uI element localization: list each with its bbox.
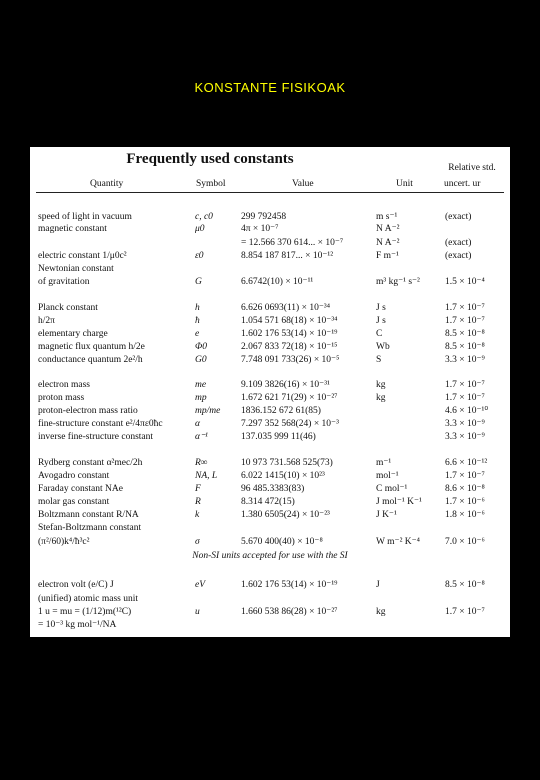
cell-unit: kg (376, 380, 386, 390)
table-row (30, 354, 510, 366)
cell-quantity: molar gas constant (38, 497, 110, 507)
cell-quantity: 1 u = mu = (1/12)m(¹²C) (38, 607, 132, 617)
cell-value: = 12.566 370 614... × 10⁻⁷ (241, 238, 344, 248)
table-row (30, 509, 510, 521)
cell-value: 7.748 091 733(26) × 10⁻⁵ (241, 355, 340, 365)
table-row (30, 392, 510, 404)
cell-value: 137.035 999 11(46) (241, 432, 316, 442)
header-symbol: Symbol (196, 179, 226, 189)
cell-value: 7.297 352 568(24) × 10⁻³ (241, 419, 339, 429)
cell-symbol: me (195, 380, 207, 390)
cell-relative: 1.7 × 10⁻⁷ (445, 316, 485, 326)
cell-symbol: G0 (195, 355, 207, 365)
non-si-row (30, 606, 510, 618)
table-row (30, 302, 510, 314)
cell-unit: J mol⁻¹ K⁻¹ (376, 497, 422, 507)
cell-symbol: mp (195, 393, 207, 403)
header-relative-line2: uncert. ur (444, 179, 481, 189)
cell-quantity: Rydberg constant α²mec/2h (38, 458, 143, 468)
cell-symbol: h (195, 303, 200, 313)
cell-quantity: elementary charge (38, 329, 108, 339)
cell-relative: 8.6 × 10⁻⁸ (445, 484, 485, 494)
cell-quantity: Faraday constant NAe (38, 484, 123, 494)
cell-symbol: R∞ (195, 458, 208, 468)
cell-symbol: ħ (195, 316, 200, 326)
cell-symbol: σ (195, 537, 200, 547)
cell-unit: m s⁻¹ (376, 212, 398, 222)
cell-value: 1836.152 672 61(85) (241, 406, 321, 416)
cell-quantity: proton-electron mass ratio (38, 406, 138, 416)
cell-unit: m³ kg⁻¹ s⁻² (376, 277, 420, 287)
table-row (30, 379, 510, 391)
table-row (30, 276, 510, 288)
cell-value: 6.6742(10) × 10⁻¹¹ (241, 277, 314, 287)
table-row (30, 328, 510, 340)
cell-unit: m⁻¹ (376, 458, 392, 468)
table-row (30, 223, 510, 235)
cell-unit: kg (376, 607, 386, 617)
cell-unit: C mol⁻¹ (376, 484, 408, 494)
cell-relative: 8.5 × 10⁻⁸ (445, 329, 485, 339)
cell-unit: W m⁻² K⁻⁴ (376, 537, 420, 547)
cell-quantity: (unified) atomic mass unit (38, 594, 138, 604)
table-row (30, 405, 510, 417)
table-row (30, 250, 510, 262)
cell-relative: 1.7 × 10⁻⁷ (445, 393, 485, 403)
cell-quantity: of gravitation (38, 277, 90, 287)
cell-unit: mol⁻¹ (376, 471, 399, 481)
cell-unit: N A⁻² (376, 238, 400, 248)
cell-relative: 8.5 × 10⁻⁸ (445, 342, 485, 352)
table-row (30, 496, 510, 508)
cell-unit: C (376, 329, 383, 339)
cell-symbol: c, c0 (195, 212, 213, 222)
cell-symbol: mp/me (195, 406, 221, 416)
cell-quantity: proton mass (38, 393, 85, 403)
cell-value: 8.854 187 817... × 10⁻¹² (241, 251, 334, 261)
cell-relative: 6.6 × 10⁻¹² (445, 458, 488, 468)
table-row (30, 522, 510, 534)
cell-relative: 1.7 × 10⁻⁶ (445, 497, 485, 507)
cell-quantity: Boltzmann constant R/NA (38, 510, 139, 520)
cell-relative: (exact) (445, 212, 472, 222)
table-title: Frequently used constants (126, 151, 294, 167)
cell-symbol: ε0 (195, 251, 204, 261)
table-row (30, 418, 510, 430)
cell-relative: (exact) (445, 251, 472, 261)
cell-quantity: = 10⁻³ kg mol⁻¹/NA (38, 620, 117, 630)
cell-relative: 3.3 × 10⁻⁹ (445, 355, 485, 365)
cell-value: 1.054 571 68(18) × 10⁻³⁴ (241, 316, 338, 326)
non-si-row (30, 579, 510, 591)
cell-quantity: Newtonian constant (38, 264, 114, 274)
cell-quantity: magnetic constant (38, 224, 107, 234)
cell-symbol: eV (195, 580, 206, 590)
cell-symbol: k (195, 510, 200, 520)
cell-symbol: Φ0 (195, 342, 207, 352)
cell-value: 1.602 176 53(14) × 10⁻¹⁹ (241, 580, 338, 590)
cell-symbol: F (195, 484, 201, 494)
cell-relative: 7.0 × 10⁻⁶ (445, 537, 485, 547)
table-row (30, 483, 510, 495)
header-unit: Unit (396, 179, 413, 189)
cell-unit: J s (376, 316, 386, 326)
cell-unit: kg (376, 393, 386, 403)
table-row (30, 457, 510, 469)
cell-quantity: conductance quantum 2e²/h (38, 355, 143, 365)
cell-value: 299 792458 (241, 212, 287, 222)
header-rule (36, 192, 504, 193)
cell-value: 9.109 3826(16) × 10⁻³¹ (241, 380, 330, 390)
cell-symbol: α⁻¹ (195, 432, 208, 442)
cell-unit: J (376, 580, 380, 590)
cell-relative: (exact) (445, 238, 472, 248)
cell-value: 10 973 731.568 525(73) (241, 458, 333, 468)
non-si-heading: Non-SI units accepted for use with the SI (192, 551, 348, 561)
cell-value: 4π × 10⁻⁷ (241, 224, 279, 234)
cell-relative: 1.7 × 10⁻⁷ (445, 471, 485, 481)
cell-symbol: α (195, 419, 200, 429)
cell-quantity: speed of light in vacuum (38, 212, 132, 222)
cell-unit: J s (376, 303, 386, 313)
table-row (30, 315, 510, 327)
slide-title: KONSTANTE FISIKOAK (194, 80, 346, 95)
cell-unit: F m⁻¹ (376, 251, 399, 261)
cell-relative: 1.7 × 10⁻⁷ (445, 607, 485, 617)
table-row (30, 263, 510, 275)
cell-value: 1.672 621 71(29) × 10⁻²⁷ (241, 393, 338, 403)
cell-value: 6.022 1415(10) × 10²³ (241, 471, 325, 481)
cell-relative: 3.3 × 10⁻⁹ (445, 432, 485, 442)
cell-value: 96 485.3383(83) (241, 484, 305, 494)
cell-relative: 4.6 × 10⁻¹⁰ (445, 406, 489, 416)
header-value: Value (292, 179, 314, 189)
table-row (30, 431, 510, 443)
cell-symbol: u (195, 607, 200, 617)
cell-relative: 1.7 × 10⁻⁷ (445, 303, 485, 313)
constants-table-sheet (30, 147, 510, 637)
cell-relative: 1.8 × 10⁻⁶ (445, 510, 485, 520)
cell-value: 8.314 472(15) (241, 497, 295, 507)
cell-value: 1.380 6505(24) × 10⁻²³ (241, 510, 330, 520)
cell-quantity: Avogadro constant (38, 471, 110, 481)
cell-quantity: electric constant 1/μ0c² (38, 251, 127, 261)
cell-symbol: NA, L (195, 471, 218, 481)
cell-unit: J K⁻¹ (376, 510, 397, 520)
table-row (30, 211, 510, 223)
table-row (30, 536, 510, 548)
cell-symbol: G (195, 277, 202, 287)
header-relative-line1: Relative std. (448, 163, 496, 173)
cell-symbol: R (195, 497, 201, 507)
cell-quantity: h/2π (38, 316, 55, 326)
cell-quantity: fine-structure constant e²/4πε0ħc (38, 419, 163, 429)
cell-value: 1.602 176 53(14) × 10⁻¹⁹ (241, 329, 338, 339)
cell-unit: N A⁻² (376, 224, 400, 234)
cell-quantity: magnetic flux quantum h/2e (38, 342, 145, 352)
cell-relative: 1.7 × 10⁻⁷ (445, 380, 485, 390)
cell-value: 2.067 833 72(18) × 10⁻¹⁵ (241, 342, 338, 352)
cell-symbol: e (195, 329, 200, 339)
cell-value: 1.660 538 86(28) × 10⁻²⁷ (241, 607, 338, 617)
cell-quantity: Stefan-Boltzmann constant (38, 523, 142, 533)
table-row (30, 470, 510, 482)
cell-quantity: Planck constant (38, 303, 98, 313)
cell-relative: 8.5 × 10⁻⁸ (445, 580, 485, 590)
non-si-row (30, 593, 510, 605)
header-quantity: Quantity (90, 179, 124, 189)
cell-value: 6.626 0693(11) × 10⁻³⁴ (241, 303, 331, 313)
non-si-row (30, 619, 510, 631)
cell-unit: S (376, 355, 382, 365)
cell-quantity: electron mass (38, 380, 90, 390)
cell-relative: 1.5 × 10⁻⁴ (445, 277, 485, 287)
table-row (30, 341, 510, 353)
cell-quantity: (π²/60)k⁴/ħ³c² (38, 537, 90, 547)
cell-symbol: μ0 (195, 224, 205, 234)
cell-quantity: electron volt (e/C) J (38, 580, 114, 590)
cell-unit: Wb (376, 342, 390, 352)
table-row (30, 237, 510, 249)
cell-value: 5.670 400(40) × 10⁻⁸ (241, 537, 323, 547)
cell-relative: 3.3 × 10⁻⁹ (445, 419, 485, 429)
cell-quantity: inverse fine-structure constant (38, 432, 154, 442)
